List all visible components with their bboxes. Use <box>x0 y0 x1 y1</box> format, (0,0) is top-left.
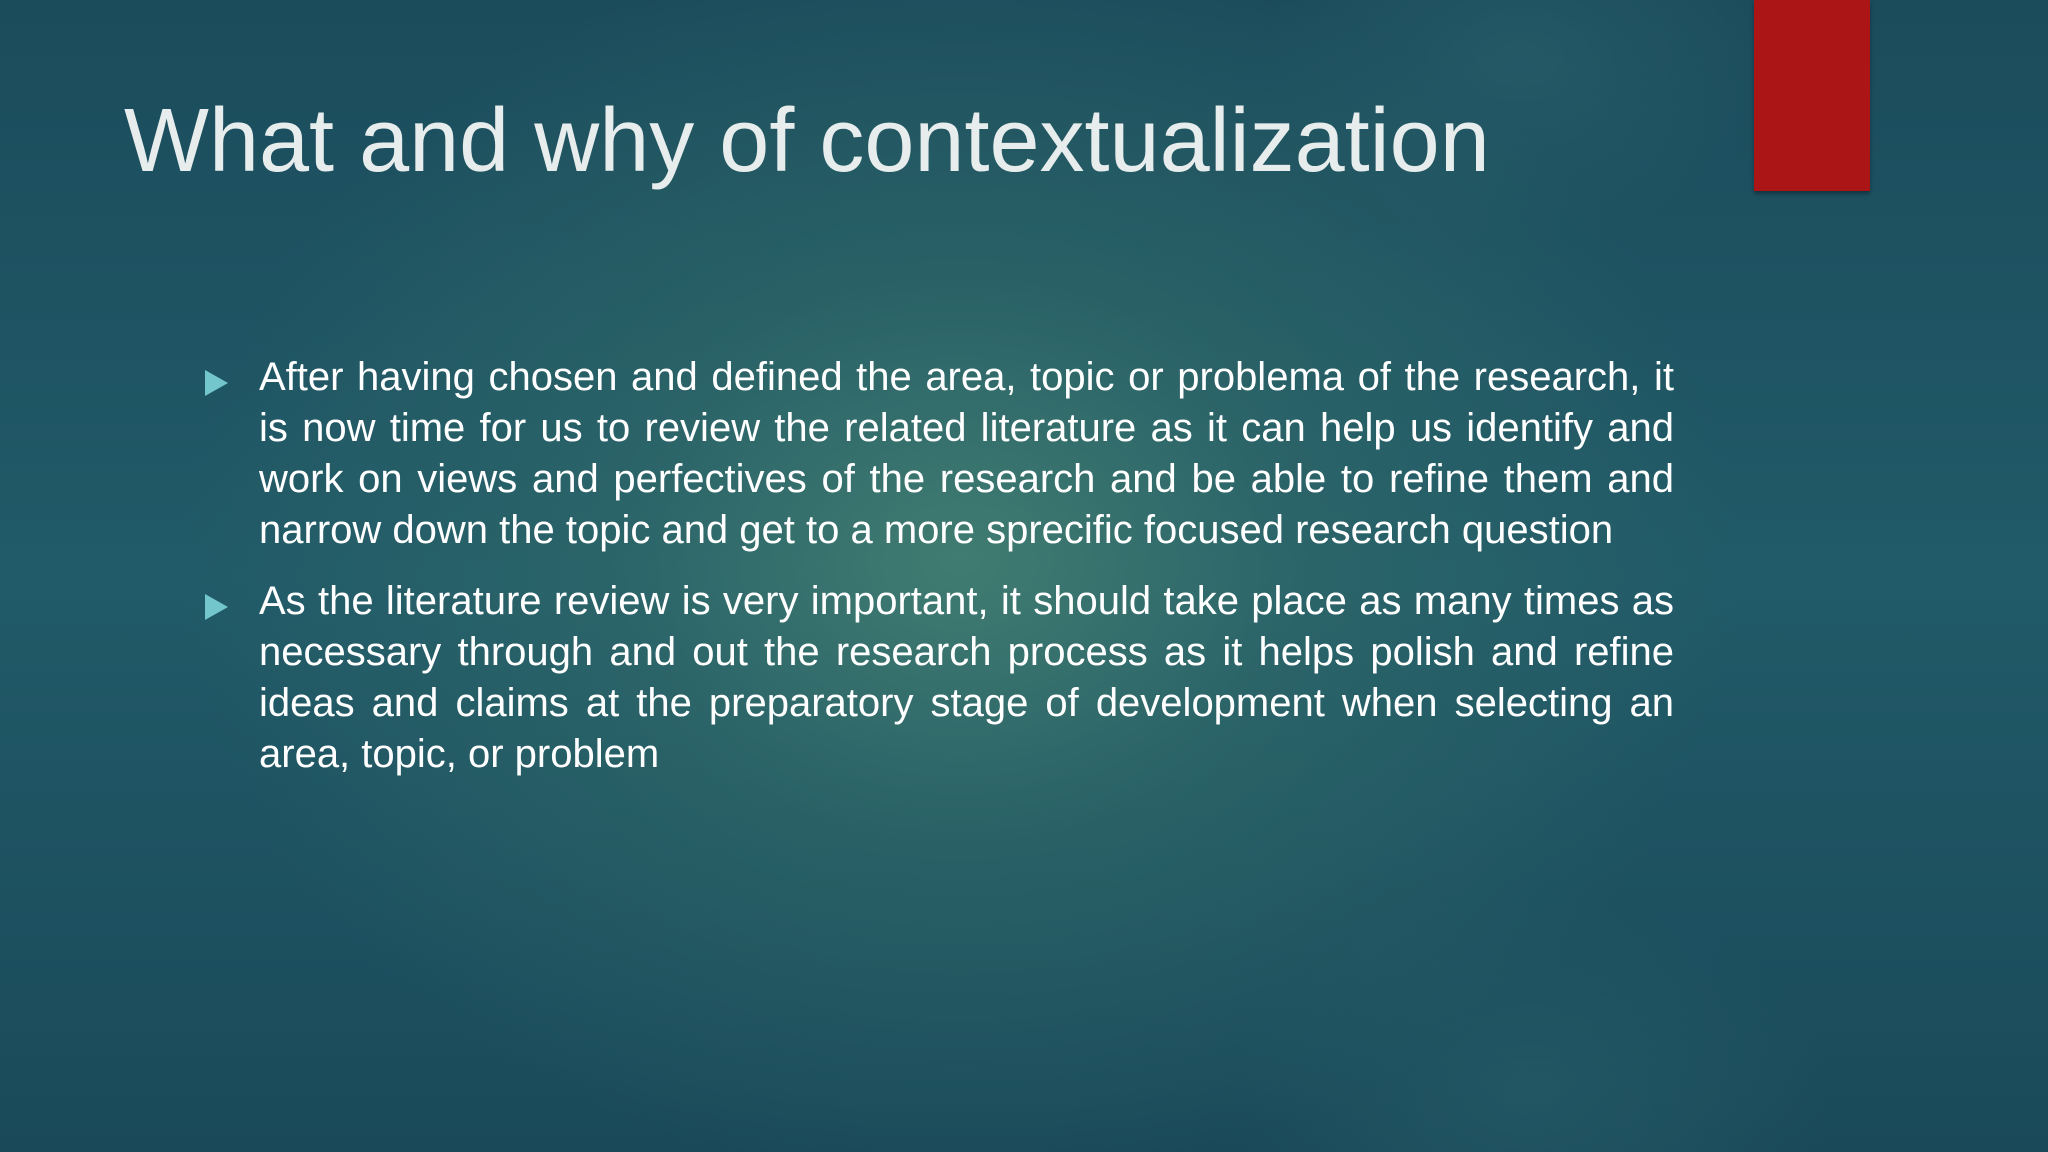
accent-bar <box>1754 0 1870 191</box>
bullet-text: As the literature review is very important, it should take place as many times as necessary through and out the research process as it helps polish and refine ideas and claims at the preparatory stage of development when selecting an area, topic, or problem <box>259 579 1674 776</box>
slide-title: What and why of contextualization <box>124 91 1490 191</box>
triangle-bullet-icon <box>205 594 228 620</box>
triangle-bullet-icon <box>205 370 228 396</box>
bullet-text: After having chosen and defined the area, topic or problema of the research, it is now time for us to review the related literature as it can help us identify and work on views and perfectives of the research and be able to refine them and narrow down the topic and get to a more sprecific focused research question <box>259 355 1674 552</box>
bullet-item <box>200 352 1674 556</box>
bullet-item <box>200 576 1674 780</box>
bullet-list <box>200 352 1674 800</box>
